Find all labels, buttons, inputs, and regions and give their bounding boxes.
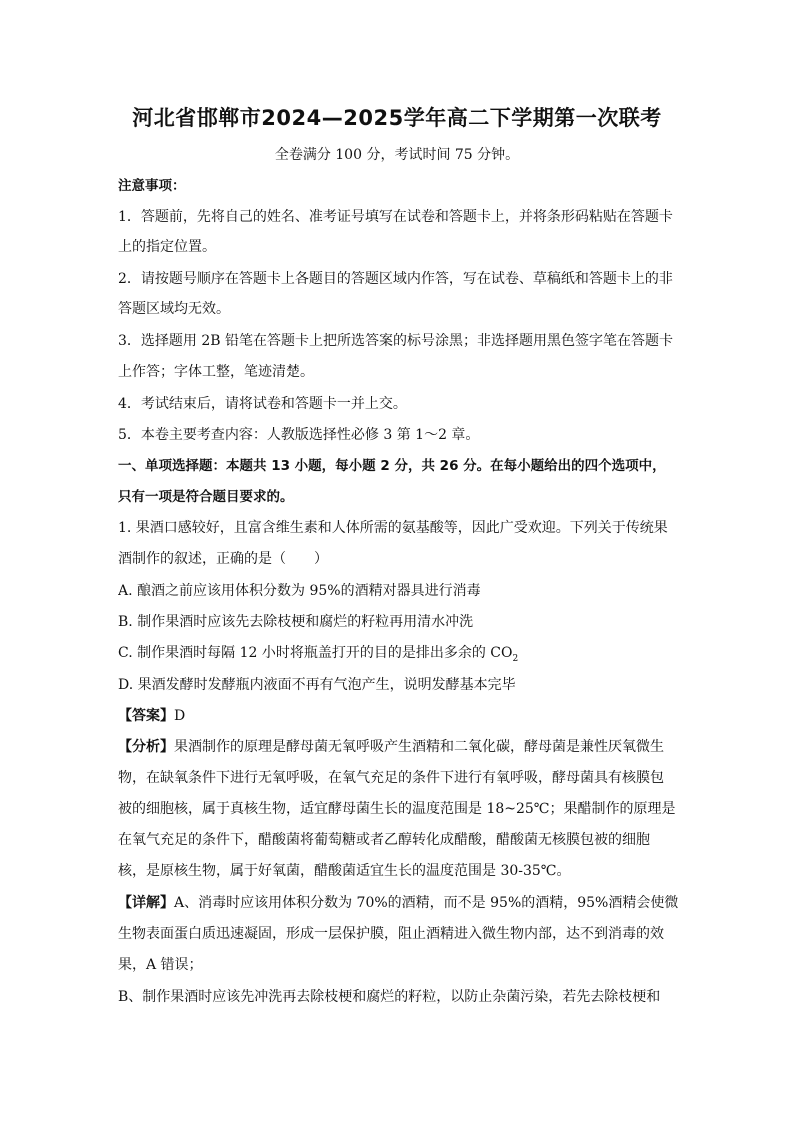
question-stem-line: 1. 果酒口感较好，且富含维生素和人体所需的氨基酸等，因此广受欢迎。下列关于传统果 [118, 520, 668, 536]
section-heading-line: 只有一项是符合题目要求的。 [118, 489, 294, 505]
notice-line: 答题区域均无效。 [118, 301, 230, 317]
notice-line: 4．考试结束后，请将试卷和答题卡一并上交。 [118, 396, 407, 412]
option-b: B. 制作果酒时应该先去除枝梗和腐烂的籽粒再用清水冲洗 [118, 614, 474, 630]
detail-line [118, 893, 678, 913]
section-heading-line: 一、单项选择题：本题共 13 小题，每小题 2 分，共 26 分。在每小题给出的四个选项中， [118, 458, 666, 474]
option-c [118, 643, 678, 669]
detail-line: 果，A 错误； [118, 957, 203, 973]
detail-tag: 【详解】 [118, 895, 174, 911]
notice-line: 1．答题前，先将自己的姓名、准考证号填写在试卷和答题卡上，并将条形码粘贴在答题卡 [118, 209, 673, 225]
exam-subtitle: 全卷满分 100 分，考试时间 75 分钟。 [274, 147, 520, 163]
analysis-line [118, 737, 678, 757]
notice-line: 上作答；字体工整，笔迹清楚。 [118, 364, 314, 380]
option-c-text: C. 制作果酒时每隔 12 小时将瓶盖打开的目的是排出多余的 CO [118, 645, 513, 661]
option-c-subscript: 2 [512, 653, 519, 664]
question-stem-line: 酒制作的叙述，正确的是（ ） [118, 551, 328, 567]
detail-line: B、制作果酒时应该先冲洗再去除枝梗和腐烂的籽粒，以防止杂菌污染，若先去除枝梗和 [118, 989, 661, 1005]
analysis-tag: 【分析】 [118, 739, 174, 755]
notice-line: 2．请按题号顺序在答题卡上各题目的答题区域内作答，写在试卷、草稿纸和答题卡上的非 [118, 271, 673, 287]
analysis-line: 被的细胞核，属于真核生物，适宜酵母菌生长的温度范围是 18~25℃；果醋制作的原理是 [118, 801, 676, 817]
analysis-text: 果酒制作的原理是酵母菌无氧呼吸产生酒精和二氧化碳，酵母菌是兼性厌氧微生 [174, 739, 664, 755]
option-a: A. 酿酒之前应该用体积分数为 95%的酒精对器具进行消毒 [118, 583, 481, 599]
answer-line [118, 706, 678, 726]
notice-heading: 注意事项： [118, 178, 186, 194]
analysis-line: 在氧气充足的条件下，醋酸菌将葡萄糖或者乙醇转化成醋酸，醋酸菌无核膜包被的细胞 [118, 832, 650, 848]
answer-tag: 【答案】 [118, 708, 174, 724]
analysis-line: 物，在缺氧条件下进行无氧呼吸，在氧气充足的条件下进行有氧呼吸，酵母菌具有核膜包 [118, 770, 664, 786]
answer-value: D [174, 708, 186, 724]
option-d: D. 果酒发酵时发酵瓶内液面不再有气泡产生，说明发酵基本完毕 [118, 677, 516, 693]
notice-line: 上的指定位置。 [118, 239, 216, 255]
exam-title: 河北省邯郸市2024—2025学年高二下学期第一次联考 [132, 106, 662, 130]
notice-line: 5．本卷主要考查内容：人教版选择性必修 3 第 1～2 章。 [118, 427, 480, 443]
notice-line: 3．选择题用 2B 铅笔在答题卡上把所选答案的标号涂黑；非选择题用黑色签字笔在答题卡 [118, 333, 674, 349]
detail-text: A、消毒时应该用体积分数为 70%的酒精，而不是 95%的酒精，95%酒精会使微 [174, 895, 678, 911]
analysis-line: 核，是原核生物，属于好氧菌，醋酸菌适宜生长的温度范围是 30-35℃。 [118, 863, 571, 879]
detail-line: 生物表面蛋白质迅速凝固，形成一层保护膜，阻止酒精进入微生物内部，达不到消毒的效 [118, 926, 664, 942]
